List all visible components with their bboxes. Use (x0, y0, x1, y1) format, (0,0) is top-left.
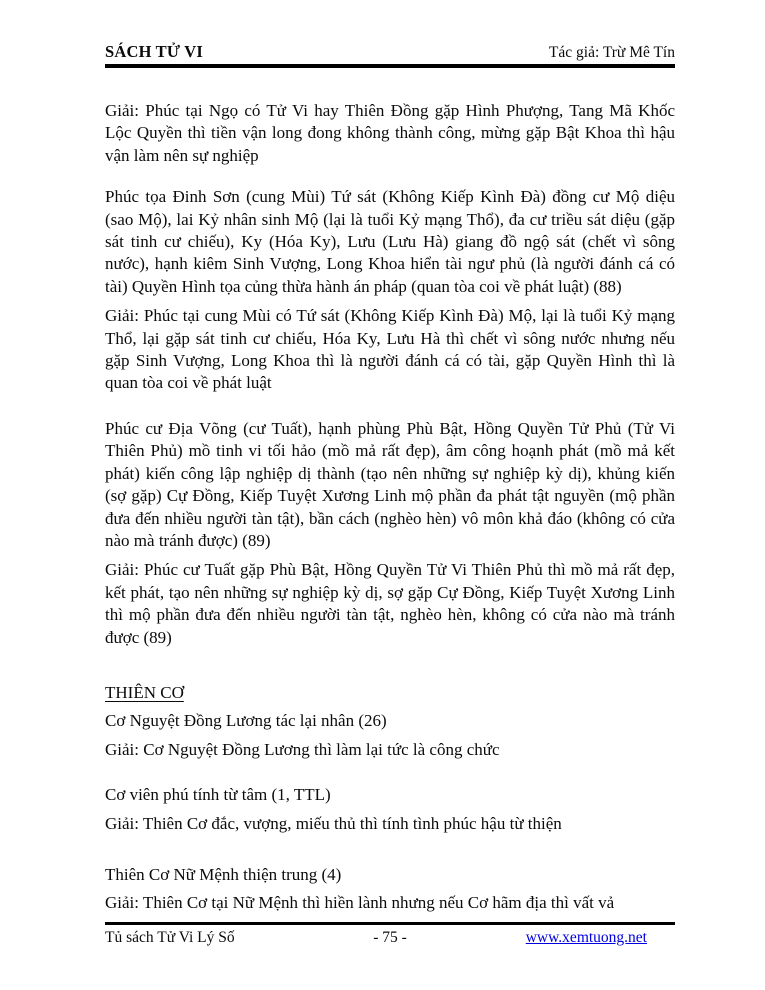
page-footer (105, 922, 675, 947)
verse-line-co-vien: Cơ viên phú tính từ tâm (1, TTL) (105, 785, 331, 805)
author-credit: Tác giả: Trừ Mê Tín (548, 44, 675, 61)
book-title: SÁCH TỬ VI (105, 42, 203, 61)
page-header (105, 0, 675, 68)
verse-line-co-nguyet: Cơ Nguyệt Đồng Lương tác lại nhân (26) (105, 711, 387, 731)
body-text (105, 100, 675, 915)
explanation-paragraph-phuc-ngo: Giải: Phúc tại Ngọ có Tử Vi hay Thiên Đồng gặp Hình Phượng, Tang Mã Khốc Lộc Quyền thì tiền vận long đong không thành công, mừng gặp Bật Khoa thì hậu vận làm nên sự nghiệp (105, 101, 675, 165)
verse-line-thien-co-nu-menh: Thiên Cơ Nữ Mệnh thiện trung (4) (105, 864, 342, 884)
website-link[interactable]: www.xemtuong.net (525, 929, 647, 946)
footer-row (105, 929, 675, 947)
section-heading-thien-co: THIÊN CƠ (105, 682, 184, 702)
verse-paragraph-phuc-toa-dinh-son: Phúc tọa Đinh Sơn (cung Mùi) Tứ sát (Không Kiếp Kình Đà) đồng cư Mộ diệu (sao Mộ), lai Kỷ nhân sinh Mộ (lại là tuổi Kỷ mạng Thổ), đa cư triều sát diệu (gặp sát tinh cư chiếu), Ky (Hóa Ky), Lưu (Lưu Hà) giang đồ ngộ sát (chết vì sông nước), hạnh kiêm Sinh Vượng, Long Khoa hiển tài ngư phủ (là người đánh cá có tài) Quyền Hình tọa củng thừa hành án pháp (quan tòa coi về phát luật) (88) (105, 187, 675, 296)
page-number: - 75 - (373, 929, 407, 946)
explanation-line-thien-co-nu-menh: Giải: Thiên Cơ tại Nữ Mệnh thì hiền lành nhưng nếu Cơ hãm địa thì vất vả (105, 893, 615, 913)
verse-paragraph-phuc-cu-dia-vong: Phúc cư Địa Võng (cư Tuất), hạnh phùng Phù Bật, Hồng Quyền Tử Phủ (Tử Vi Thiên Phủ) mồ tinh vi tối hảo (mồ mả rất đẹp), âm công hoạnh phát (mồ mả kết phát) kiến công lập nghiệp dị thành (tạo nên những sự nghiệp kỳ dị), khủng kiến (sợ gặp) Cự Đồng, Kiếp Tuyệt Xương Linh mộ phần đa phát tật nguyền (mộ phần đưa đến nhiều người tàn tật), bần cách (nghèo hèn) vô môn khả đáo (không có cửa nào mà tránh được) (89) (105, 418, 675, 550)
explanation-paragraph-phuc-cu-tuat: Giải: Phúc cư Tuất gặp Phù Bật, Hồng Quyền Tử Vi Thiên Phủ thì mồ mả rất đẹp, kết phát, tạo nên những sự nghiệp kỳ dị, sợ gặp Cự Đồng, Kiếp Tuyệt Xương Linh thì mộ phần đưa đến nhiều người tàn tật, nghèo hèn, không có cửa nào mà tránh được (89) (105, 560, 675, 647)
explanation-line-co-nguyet: Giải: Cơ Nguyệt Đồng Lương thì làm lại tức là công chức (105, 739, 500, 759)
page-content (105, 0, 675, 990)
footer-series-title: Tủ sách Tử Vi Lý Số (105, 929, 235, 946)
explanation-line-co-vien: Giải: Thiên Cơ đắc, vượng, miếu thủ thì tính tình phúc hậu từ thiện (105, 813, 562, 833)
explanation-paragraph-phuc-mui: Giải: Phúc tại cung Mùi có Tứ sát (Không Kiếp Kình Đà) Mộ, lại là tuổi Kỷ mạng Thổ, lại gặp sát tinh cư chiếu, Hóa Ky, Lưu Hà thì chết vì sông nước nhưng nếu gặp Sinh Vượng, Long Khoa thì là người đánh cá có tài, gặp Quyền Hình thì là quan tòa coi về phát luật (105, 306, 675, 393)
